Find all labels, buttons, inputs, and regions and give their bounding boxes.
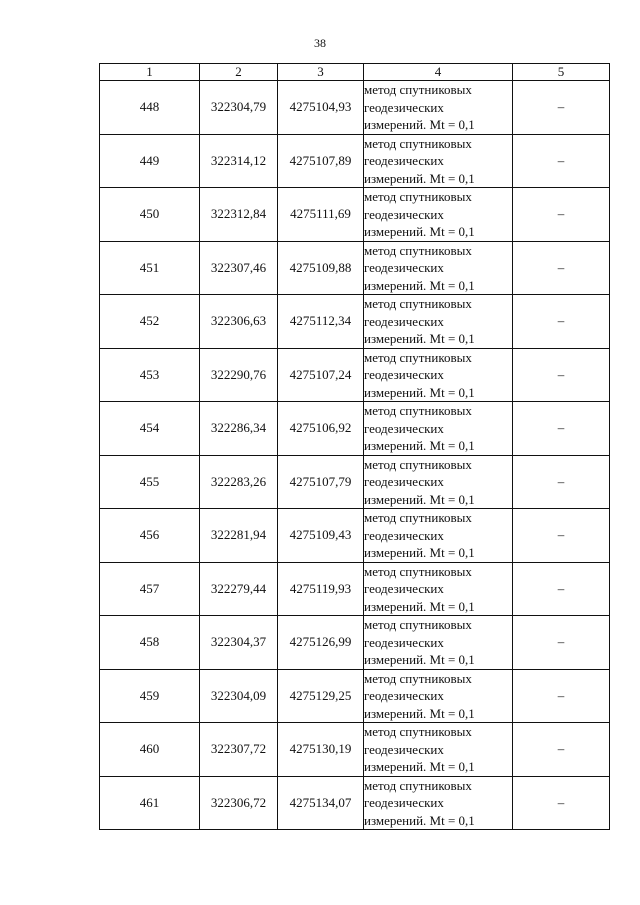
table-row [100, 669, 610, 723]
y-coordinate-cell: 4275107,24 [278, 348, 364, 402]
header-col-1: 1 [100, 64, 200, 81]
col5-cell: – [513, 509, 610, 563]
method-cell [364, 455, 513, 509]
point-number-cell: 458 [100, 616, 200, 670]
point-number-cell: 461 [100, 776, 200, 830]
header-col-4: 4 [364, 64, 513, 81]
col5-cell: – [513, 723, 610, 777]
method-text: метод спутниковых геодезических измерений. Mt = 0,1 [364, 456, 475, 507]
header-col-2: 2 [200, 64, 278, 81]
method-text: метод спутниковых геодезических измерений. Mt = 0,1 [364, 724, 475, 774]
table-row [100, 295, 610, 349]
x-coordinate-cell: 322306,72 [200, 776, 278, 830]
col5-cell: – [513, 616, 610, 670]
method-cell [364, 188, 513, 242]
table-row [100, 188, 610, 242]
table-row [100, 134, 610, 188]
header-col-5: 5 [513, 64, 610, 81]
x-coordinate-cell: 322307,46 [200, 241, 278, 295]
method-cell [364, 81, 513, 135]
method-cell [364, 616, 513, 670]
method-cell [364, 241, 513, 295]
col5-cell: – [513, 134, 610, 188]
x-coordinate-cell: 322283,26 [200, 455, 278, 509]
col5-cell: – [513, 348, 610, 402]
y-coordinate-cell: 4275107,89 [278, 134, 364, 188]
col5-cell: – [513, 455, 610, 509]
method-cell [364, 348, 513, 402]
table-row [100, 509, 610, 563]
x-coordinate-cell: 322286,34 [200, 402, 278, 456]
y-coordinate-cell: 4275109,43 [278, 509, 364, 563]
page-number: 38 [314, 36, 326, 50]
x-coordinate-cell: 322314,12 [200, 134, 278, 188]
x-coordinate-cell: 322304,09 [200, 669, 278, 723]
table-row [100, 455, 610, 509]
method-text: метод спутниковых геодезических измерений. Mt = 0,1 [364, 296, 475, 346]
table-header-row [100, 64, 610, 81]
point-number-cell: 449 [100, 134, 200, 188]
method-text: метод спутниковых геодезических измерений. Mt = 0,1 [364, 135, 475, 186]
table-row [100, 348, 610, 402]
point-number-cell: 450 [100, 188, 200, 242]
y-coordinate-cell: 4275126,99 [278, 616, 364, 670]
point-number-cell: 451 [100, 241, 200, 295]
x-coordinate-cell: 322279,44 [200, 562, 278, 616]
y-coordinate-cell: 4275130,19 [278, 723, 364, 777]
method-text: метод спутниковых геодезических измерений. Mt = 0,1 [364, 189, 475, 239]
col5-cell: – [513, 241, 610, 295]
point-number-cell: 459 [100, 669, 200, 723]
method-text: метод спутниковых геодезических измерений. Mt = 0,1 [364, 82, 475, 132]
method-text: метод спутниковых геодезических измерений. Mt = 0,1 [364, 617, 475, 667]
method-cell [364, 669, 513, 723]
col5-cell: – [513, 295, 610, 349]
header-col-3: 3 [278, 64, 364, 81]
point-number-cell: 455 [100, 455, 200, 509]
x-coordinate-cell: 322304,79 [200, 81, 278, 135]
col5-cell: – [513, 669, 610, 723]
table-row [100, 241, 610, 295]
point-number-cell: 453 [100, 348, 200, 402]
method-text: метод спутниковых геодезических измерений. Mt = 0,1 [364, 777, 475, 828]
col5-cell: – [513, 402, 610, 456]
point-number-cell: 456 [100, 509, 200, 563]
method-text: метод спутниковых геодезических измерений. Mt = 0,1 [364, 510, 475, 560]
y-coordinate-cell: 4275104,93 [278, 81, 364, 135]
point-number-cell: 454 [100, 402, 200, 456]
method-text: метод спутниковых геодезических измерений. Mt = 0,1 [364, 670, 475, 721]
method-text: метод спутниковых геодезических измерений. Mt = 0,1 [364, 242, 475, 293]
y-coordinate-cell: 4275109,88 [278, 241, 364, 295]
method-cell [364, 295, 513, 349]
y-coordinate-cell: 4275107,79 [278, 455, 364, 509]
method-cell [364, 134, 513, 188]
point-number-cell: 457 [100, 562, 200, 616]
method-cell [364, 509, 513, 563]
method-cell [364, 776, 513, 830]
method-cell [364, 562, 513, 616]
table-row [100, 402, 610, 456]
method-text: метод спутниковых геодезических измерений. Mt = 0,1 [364, 563, 475, 614]
point-number-cell: 460 [100, 723, 200, 777]
x-coordinate-cell: 322281,94 [200, 509, 278, 563]
table-row [100, 776, 610, 830]
point-number-cell: 452 [100, 295, 200, 349]
col5-cell: – [513, 81, 610, 135]
point-number-cell: 448 [100, 81, 200, 135]
method-text: метод спутниковых геодезических измерений. Mt = 0,1 [364, 403, 475, 453]
x-coordinate-cell: 322312,84 [200, 188, 278, 242]
method-cell [364, 402, 513, 456]
coordinates-table [99, 63, 610, 830]
x-coordinate-cell: 322304,37 [200, 616, 278, 670]
y-coordinate-cell: 4275129,25 [278, 669, 364, 723]
y-coordinate-cell: 4275134,07 [278, 776, 364, 830]
x-coordinate-cell: 322307,72 [200, 723, 278, 777]
y-coordinate-cell: 4275111,69 [278, 188, 364, 242]
table-body [100, 81, 610, 830]
x-coordinate-cell: 322306,63 [200, 295, 278, 349]
table-row [100, 81, 610, 135]
method-text: метод спутниковых геодезических измерений. Mt = 0,1 [364, 349, 475, 400]
col5-cell: – [513, 188, 610, 242]
method-cell [364, 723, 513, 777]
col5-cell: – [513, 562, 610, 616]
table-row [100, 562, 610, 616]
table-row [100, 723, 610, 777]
y-coordinate-cell: 4275106,92 [278, 402, 364, 456]
y-coordinate-cell: 4275112,34 [278, 295, 364, 349]
table-row [100, 616, 610, 670]
col5-cell: – [513, 776, 610, 830]
x-coordinate-cell: 322290,76 [200, 348, 278, 402]
y-coordinate-cell: 4275119,93 [278, 562, 364, 616]
